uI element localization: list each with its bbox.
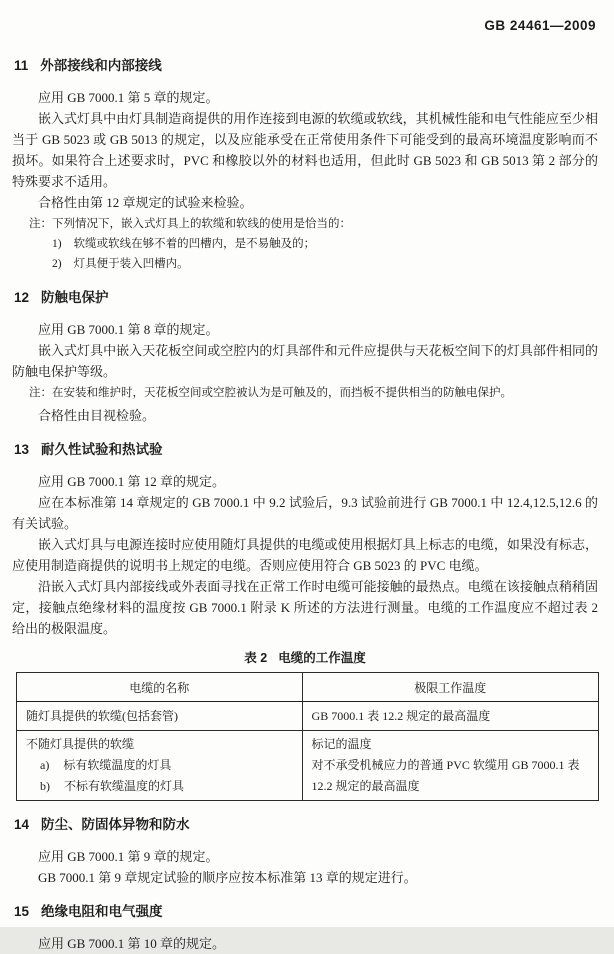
doc-code-header: GB 24461—2009 (484, 18, 596, 33)
section-12-paragraph: 嵌入式灯具中嵌入天花板空间或空腔内的灯具部件和元件应提供与天花板空间下的灯具部件相同的防触电保护等级。 (12, 343, 598, 379)
subitem-text: 不标有软缆温度的灯具 (64, 779, 185, 793)
cell-line: 对不承受机械应力的普通 PVC 软缆用 GB 7000.1 表 12.2 规定的最高温度 (311, 758, 580, 793)
section-14-heading (14, 816, 598, 833)
section-13-title: 耐久性试验和热试验 (41, 442, 163, 457)
subitem-marker: a) (40, 758, 50, 772)
subitem-text: 标有软缆温度的灯具 (63, 758, 172, 772)
section-15-paragraph: 应用 GB 7000.1 第 10 章的规定。 (38, 936, 226, 951)
section-11-number: 11 (14, 58, 29, 73)
section-12-paragraph: 合格性由目视检验。 (38, 408, 156, 423)
section-14-paragraph: GB 7000.1 第 9 章规定试验的顺序应按本标准第 13 章的规定进行。 (38, 870, 417, 885)
table-row (17, 731, 599, 801)
cell-line: 不随灯具提供的软缆 (26, 737, 135, 751)
section-11-title: 外部接线和内部接线 (40, 58, 162, 73)
note-item-marker: 1) (52, 238, 62, 250)
section-11-paragraph: 应用 GB 7000.1 第 5 章的规定。 (38, 90, 219, 105)
table-row (17, 702, 599, 731)
section-12-note-block (12, 383, 598, 403)
section-11-note-item (52, 254, 598, 274)
section-11-note-block (12, 214, 598, 274)
table-header-row (17, 673, 599, 702)
section-12-number: 12 (14, 290, 30, 305)
cell-cable-name: 随灯具提供的软缆(包括套管) (17, 702, 303, 731)
section-13-paragraph: 应在本标准第 14 章规定的 GB 7000.1 中 9.2 试验后，9.3 试验前进行 GB 7000.1 中 12.4,12.5,12.6 的有关试验。 (12, 495, 598, 531)
section-12-heading (14, 289, 598, 306)
section-14-number: 14 (14, 817, 30, 832)
cell-subitem (40, 776, 293, 797)
cell-limit-temp: GB 7000.1 表 12.2 规定的最高温度 (302, 702, 598, 731)
section-15-heading (14, 903, 598, 920)
subitem-marker: b) (40, 779, 50, 793)
section-13-heading (14, 441, 598, 458)
section-14-paragraph: 应用 GB 7000.1 第 9 章的规定。 (38, 849, 219, 864)
section-15-title: 绝缘电阻和电气强度 (41, 904, 163, 919)
table-2-caption-title: 电缆的工作温度 (278, 651, 366, 665)
cell-line: 标记的温度 (311, 737, 372, 751)
note-item-text: 软缆或软线在够不着的凹槽内，是不易触及的； (73, 238, 316, 250)
cell-subitem (40, 755, 293, 776)
section-13-number: 13 (14, 442, 30, 457)
cable-temperature-table (16, 672, 599, 801)
note-item-text: 灯具便于装入凹槽内。 (73, 258, 189, 270)
table-2-caption (12, 648, 598, 666)
cell-limit-temp (302, 731, 598, 801)
section-14-title: 防尘、防固体异物和防水 (41, 817, 190, 832)
note-item-marker: 2) (52, 258, 62, 270)
section-11-note-item (52, 234, 598, 254)
cell-cable-name (17, 731, 303, 801)
section-11-paragraph: 嵌入式灯具中由灯具制造商提供的用作连接到电源的软缆或软线，其机械性能和电气性能应至少相当于 GB 5023 或 GB 5013 的规定，以及应能承受在正常使用条件下可能受到的最高环境温度影响而不损坏。如果符合上述要求时，PVC 和橡胶以外的材料也适用，但此时 GB 5023 和 GB 5013 第 2 部分的特殊要求不适用。 (12, 111, 598, 189)
column-header-cable-name: 电缆的名称 (17, 673, 303, 702)
section-13-paragraph: 沿嵌入式灯具内部接线或外表面寻找在正常工作时电缆可能接触的最热点。电缆在该接触点稍稍固定，接触点绝缘材料的温度按 GB 7000.1 附录 K 所述的方法进行测量。电缆的工作温度应不超过表 2 给出的极限温度。 (12, 579, 598, 636)
column-header-limit-temp: 极限工作温度 (302, 673, 598, 702)
section-13-paragraph: 嵌入式灯具与电源连接时应使用随灯具提供的电缆或使用根据灯具上标志的电缆，如果没有标志，应使用制造商提供的说明书上规定的电缆。否则应使用符合 GB 5023 的 PVC 电缆。 (12, 537, 598, 573)
section-11-heading (14, 57, 598, 74)
section-12-title: 防触电保护 (41, 290, 109, 305)
section-13-paragraph: 应用 GB 7000.1 第 12 章的规定。 (38, 474, 226, 489)
section-11-paragraph: 合格性由第 12 章规定的试验来检验。 (38, 195, 253, 210)
table-2-caption-label: 表 2 (244, 651, 268, 665)
section-15-number: 15 (14, 904, 30, 919)
section-12-paragraph: 应用 GB 7000.1 第 8 章的规定。 (38, 322, 219, 337)
section-11-note: 注：下列情况下，嵌入式灯具上的软缆和软线的使用是恰当的： (29, 218, 351, 230)
section-12-note: 注：在安装和维护时，天花板空间或空腔被认为是可触及的，而挡板不提供相当的防触电保护。 (29, 387, 512, 399)
